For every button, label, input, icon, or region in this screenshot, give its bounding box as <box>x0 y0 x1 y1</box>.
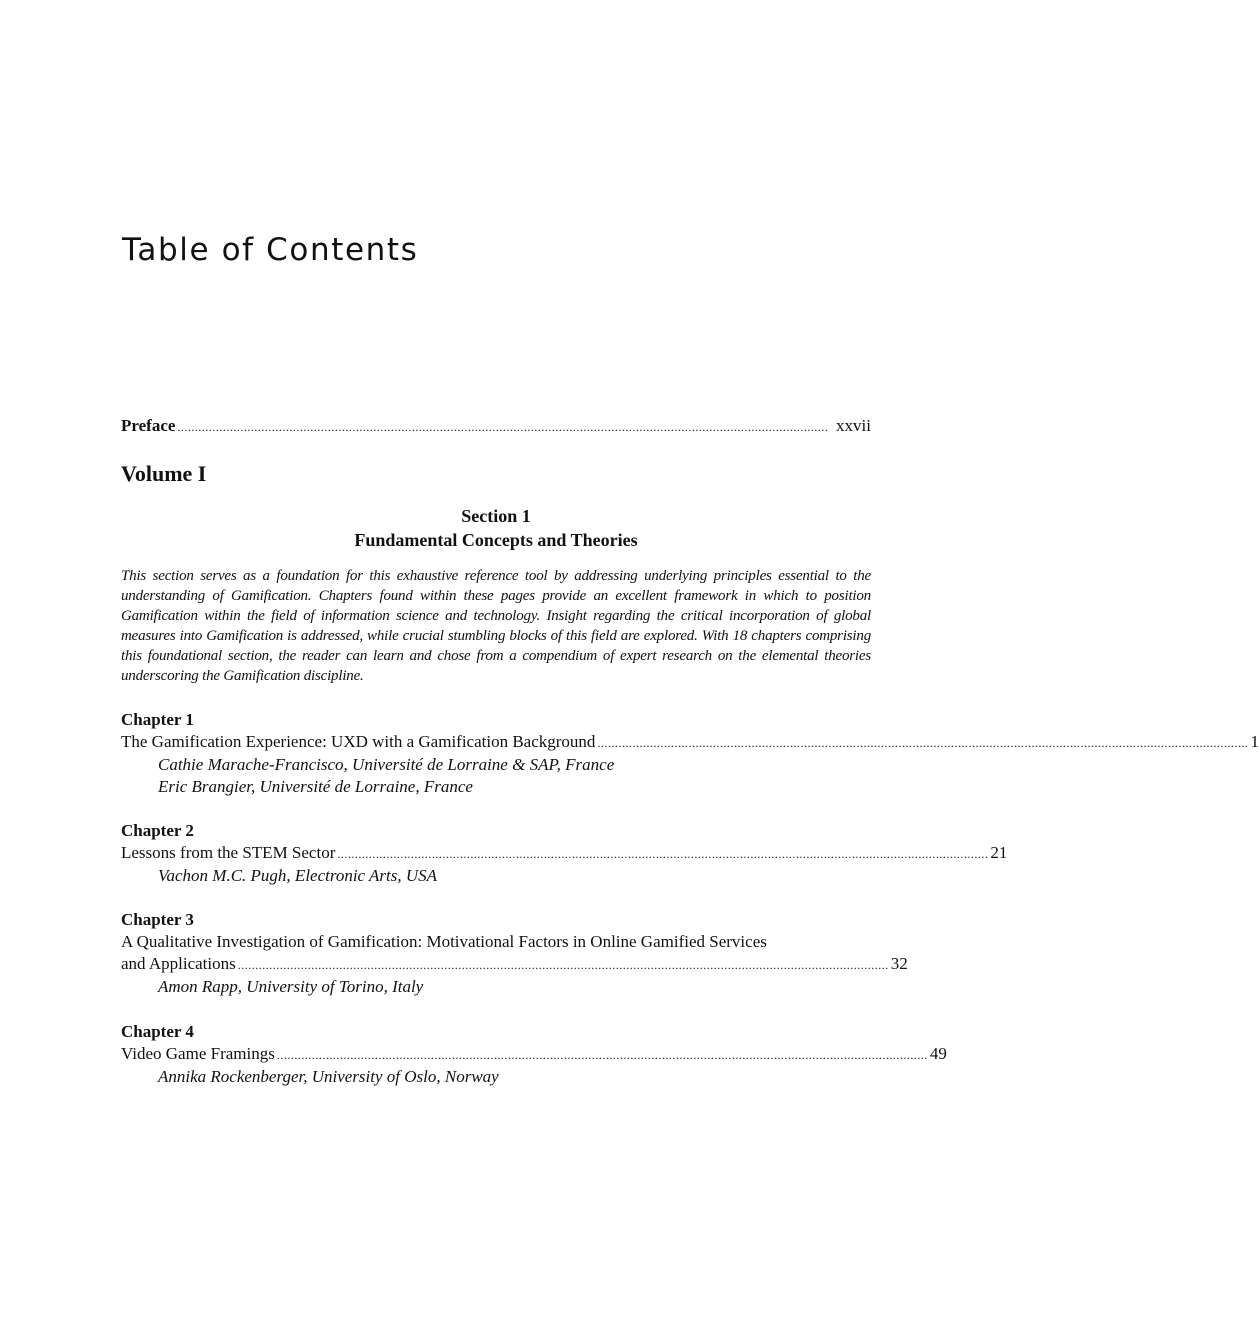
preface-page-number: xxvii <box>836 416 871 435</box>
chapter-title-link[interactable] <box>121 731 1259 754</box>
chapter-title-link[interactable] <box>121 1043 947 1066</box>
chapter-title: and Applications <box>121 954 236 973</box>
chapter-entry-3 <box>121 909 908 998</box>
chapter-author: Annika Rockenberger, University of Oslo, Norway <box>158 1067 499 1086</box>
chapter-entry-4 <box>121 1021 947 1088</box>
chapter-label: Chapter 4 <box>121 1022 194 1041</box>
chapter-author: Amon Rapp, University of Torino, Italy <box>158 977 424 996</box>
preface-label: Preface <box>121 416 176 435</box>
dot-leader: .......................................................................................................................................................................................... <box>177 420 829 434</box>
dot-leader: .......................................................................................................................................................................................... <box>237 958 889 972</box>
section-number: Section 1 <box>461 506 531 526</box>
chapter-entry-2 <box>121 820 1008 887</box>
chapter-label: Chapter 1 <box>121 710 194 729</box>
chapter-label: Chapter 2 <box>121 821 194 840</box>
chapter-author: Cathie Marache-Francisco, Université de Lorraine & SAP, France <box>158 755 615 774</box>
chapter-author: Vachon M.C. Pugh, Electronic Arts, USA <box>158 866 438 885</box>
section-description: This section serves as a foundation for this exhaustive reference tool by addressing underlying principles essential to the understanding of Gamification. Chapters found within these pages provide an excellent framework in which to position Gamification within the field of information science and technology. Insight regarding the critical incorporation of global measures into Gamification is addressed, while crucial stumbling blocks of this field are explored. With 18 chapters comprising this foundational section, the reader can learn and chose from a compendium of expert research on the elemental theories underscoring the Gamification discipline. <box>121 568 871 684</box>
chapter-title-link[interactable] <box>121 842 1008 865</box>
chapter-entry-1 <box>121 709 1259 798</box>
chapter-page-number: 49 <box>929 1044 947 1063</box>
section-title: Fundamental Concepts and Theories <box>354 530 638 550</box>
dot-leader: .......................................................................................................................................................................................... <box>337 847 989 861</box>
volume-heading: Volume I <box>121 461 207 486</box>
chapter-page-number: 32 <box>890 954 908 973</box>
section-heading <box>121 504 871 552</box>
preface-entry[interactable] <box>121 415 871 438</box>
dot-leader: .......................................................................................................................................................................................... <box>276 1048 928 1062</box>
chapter-page-number: 21 <box>990 843 1008 862</box>
dot-leader: .......................................................................................................................................................................................... <box>597 736 1249 750</box>
chapter-title-link[interactable] <box>121 953 908 976</box>
chapter-title: The Gamification Experience: UXD with a Gamification Background <box>121 732 596 751</box>
chapter-title-line-1[interactable]: A Qualitative Investigation of Gamification: Motivational Factors in Online Gamified Services <box>121 932 767 951</box>
page-title: Table of Contents <box>122 232 419 268</box>
chapter-title: Lessons from the STEM Sector <box>121 843 336 862</box>
chapter-title: Video Game Framings <box>121 1044 275 1063</box>
chapter-label: Chapter 3 <box>121 910 194 929</box>
chapter-page-number: 1 <box>1250 732 1259 751</box>
chapter-author: Eric Brangier, Université de Lorraine, France <box>158 777 473 796</box>
